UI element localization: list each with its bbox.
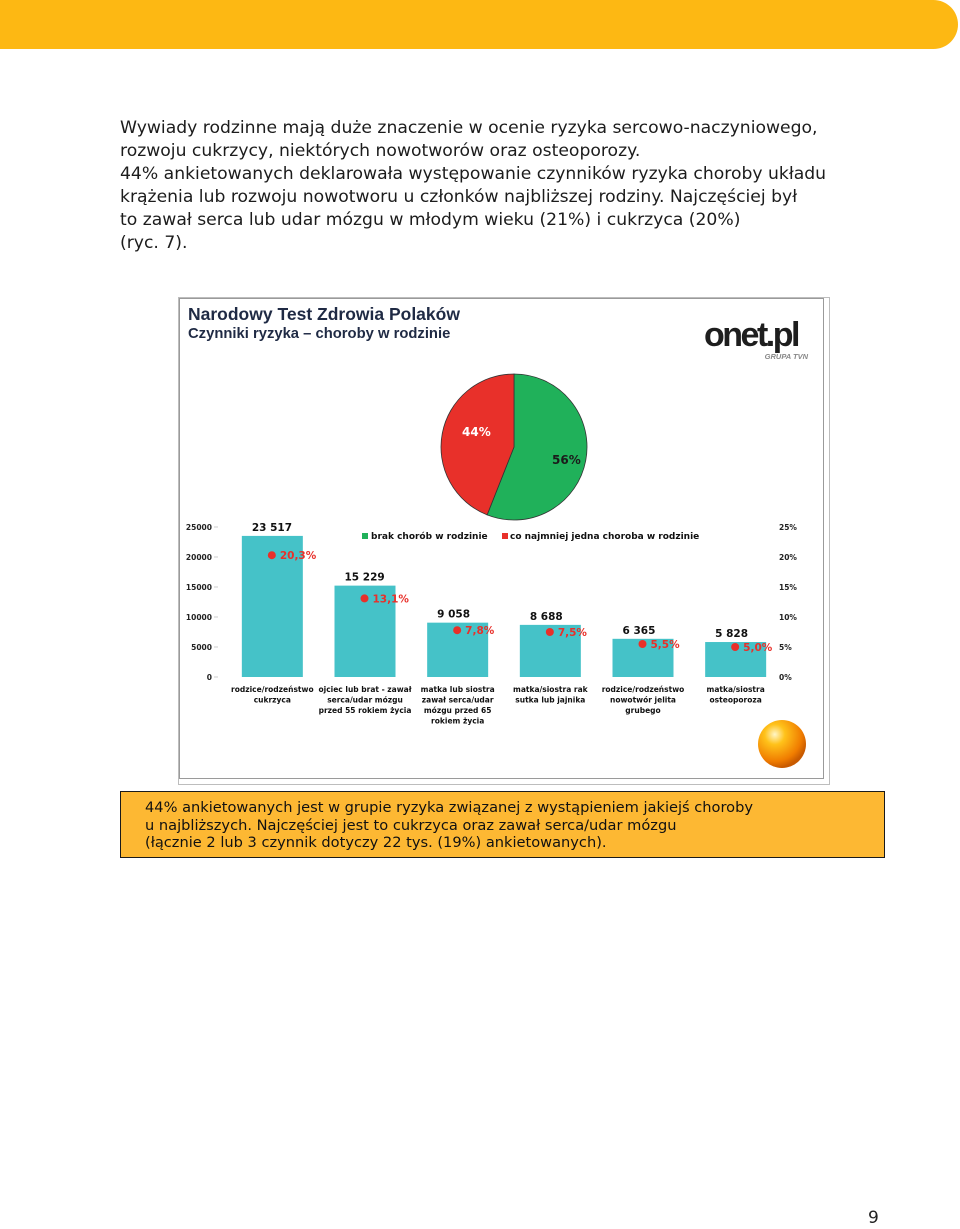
bar-value-label: 23 517 <box>251 521 293 534</box>
percent-marker <box>361 594 369 602</box>
category-label: cukrzyca <box>253 695 291 705</box>
right-tick-label: 10% <box>779 613 797 622</box>
intro-line: krążenia lub rozwoju nowotworu u członków najbliższej rodziny. Najczęściej był <box>120 187 798 207</box>
percent-value-label: 20,3% <box>279 550 317 563</box>
left-tick-label: 15000 <box>185 583 212 592</box>
intro-line: 44% ankietowanych deklarowała występowanie czynników ryzyka choroby układu <box>120 164 827 184</box>
intro-line: rozwoju cukrzycy, niektórych nowotworów oraz osteoporozy. <box>120 141 641 161</box>
callout-box <box>120 791 885 858</box>
logo-subtext: GRUPA TVN <box>764 352 808 361</box>
legend-label: brak chorób w rodzinie <box>371 532 488 542</box>
category-label: rodzice/rodzeństwo <box>601 685 685 694</box>
bar-value-label: 15 229 <box>344 571 385 584</box>
category-label: zawał serca/udar <box>421 695 494 705</box>
figure-frame <box>179 298 824 779</box>
bar-value-label: 9 058 <box>437 608 471 621</box>
left-tick-label: 20000 <box>185 553 212 562</box>
category-label: serca/udar mózgu <box>327 695 403 705</box>
left-tick-label: 0 <box>206 673 212 682</box>
figure-title: Narodowy Test Zdrowia Polaków <box>188 304 460 324</box>
percent-value-label: 5,0% <box>743 642 773 654</box>
right-tick-label: 0% <box>779 673 792 682</box>
right-tick-label: 15% <box>779 583 797 592</box>
percent-marker <box>639 640 647 648</box>
left-tick-label: 25000 <box>185 523 212 532</box>
callout-line: (łącznie 2 lub 3 czynnik dotyczy 22 tys. (19%) ankietowanych). <box>145 834 607 851</box>
legend-label: co najmniej jedna choroba w rodzinie <box>510 532 700 542</box>
category-label: ojciec lub brat - zawał <box>318 685 412 694</box>
intro-line: to zawał serca lub udar mózgu w młodym wieku (21%) i cukrzyca (20%) <box>120 210 741 230</box>
page-number: 9 <box>868 1208 879 1228</box>
left-tick-label: 5000 <box>191 643 212 652</box>
intro-line: (ryc. 7). <box>120 233 188 253</box>
percent-marker <box>453 626 461 634</box>
category-label: osteoporoza <box>709 695 762 705</box>
percent-value-label: 7,8% <box>465 625 495 638</box>
bar-value-label: 8 688 <box>529 610 563 623</box>
category-label: przed 55 rokiem życia <box>318 706 412 715</box>
top-accent-bar <box>0 0 958 49</box>
category-label: matka lub siostra <box>420 685 495 694</box>
percent-value-label: 5,5% <box>650 639 680 651</box>
left-tick-label: 10000 <box>185 613 212 622</box>
intro-paragraph <box>120 117 890 255</box>
percent-value-label: 7,5% <box>557 627 587 639</box>
bar-value-label: 6 365 <box>622 624 656 637</box>
percent-marker <box>268 551 276 559</box>
right-tick-label: 25% <box>779 523 797 532</box>
orange-sphere-icon <box>758 720 806 768</box>
category-label: sutka lub jajnika <box>515 695 586 705</box>
category-label: rokiem życia <box>431 716 485 726</box>
pie-label-red: 44% <box>462 425 491 439</box>
legend-swatch-red <box>502 533 508 539</box>
percent-value-label: 13,1% <box>372 593 409 606</box>
right-tick-label: 5% <box>779 643 792 652</box>
category-label: matka/siostra <box>706 685 765 694</box>
figure-subtitle: Czynniki ryzyka – choroby w rodzinie <box>188 326 451 342</box>
category-label: matka/siostra rak <box>513 685 588 694</box>
callout-line: u najbliższych. Najczęściej jest to cukrzyca oraz zawał serca/udar mózgu <box>145 816 677 834</box>
percent-marker <box>731 643 739 651</box>
category-label: nowotwór jelita <box>610 695 676 705</box>
right-tick-label: 20% <box>779 553 797 562</box>
intro-line: Wywiady rodzinne mają duże znaczenie w ocenie ryzyka sercowo-naczyniowego, <box>120 118 818 138</box>
category-label: rodzice/rodzeństwo <box>231 685 314 694</box>
percent-marker <box>546 628 554 636</box>
bar-value-label: 5 828 <box>715 628 749 641</box>
pie-label-green: 56% <box>552 453 581 467</box>
logo-text: onet.pl <box>704 316 798 354</box>
category-label: grubego <box>625 706 661 715</box>
callout-line: 44% ankietowanych jest w grupie ryzyka związanej z wystąpieniem jakiejś choroby <box>145 799 753 816</box>
legend-swatch-green <box>362 533 368 539</box>
figure-slide <box>178 297 830 785</box>
category-label: mózgu przed 65 <box>423 706 492 715</box>
charts <box>180 299 825 780</box>
callout-text <box>145 799 875 852</box>
